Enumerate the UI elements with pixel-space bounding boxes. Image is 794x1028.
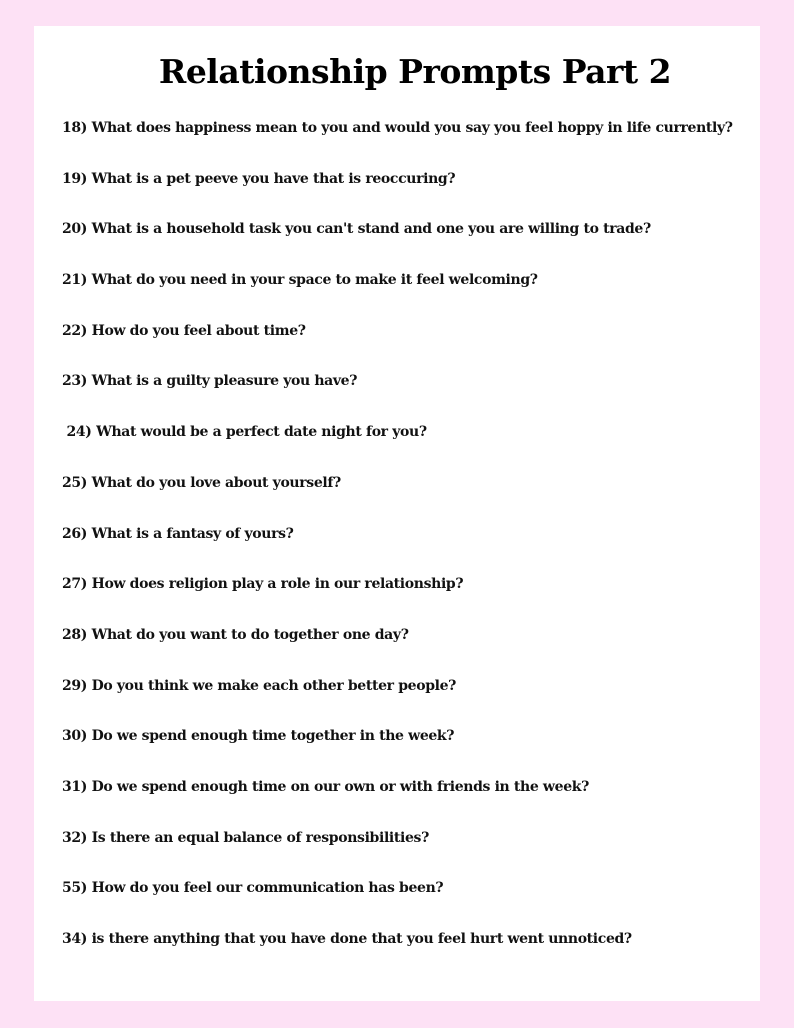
prompt-item: 28) What do you want to do together one day? [62, 626, 409, 643]
prompt-item: 20) What is a household task you can't stand and one you are willing to trade? [62, 221, 651, 238]
prompt-item: 34) is there anything that you have done that you feel hurt went unnoticed? [62, 931, 632, 947]
document-page [34, 26, 760, 1001]
prompt-item: 30) Do we spend enough time together in the week? [62, 728, 455, 745]
prompt-item: 27) How does religion play a role in our relationship? [62, 576, 464, 593]
page-title: Relationship Prompts Part 2 [158, 52, 672, 91]
prompt-item: 32) Is there an equal balance of responsibilities? [62, 829, 429, 846]
prompt-item: 22) How do you feel about time? [62, 322, 306, 339]
prompt-item: 31) Do we spend enough time on our own or with friends in the week? [62, 778, 589, 795]
prompt-item: 19) What is a pet peeve you have that is reoccuring? [62, 170, 456, 187]
prompt-item: 21) What do you need in your space to make it feel welcoming? [62, 272, 538, 289]
prompt-item: 18) What does happiness mean to you and would you say you feel hoppy in life currently? [62, 120, 733, 136]
prompt-item: 29) Do you think we make each other better people? [62, 677, 457, 694]
prompt-list [62, 118, 752, 980]
prompt-item: 24) What would be a perfect date night for you? [62, 424, 427, 441]
prompt-item: 23) What is a guilty pleasure you have? [62, 373, 358, 390]
prompt-item: 26) What is a fantasy of yours? [62, 525, 294, 542]
prompt-item: 55) How do you feel our communication has been? [62, 880, 444, 897]
prompt-item: 25) What do you love about yourself? [62, 474, 341, 491]
